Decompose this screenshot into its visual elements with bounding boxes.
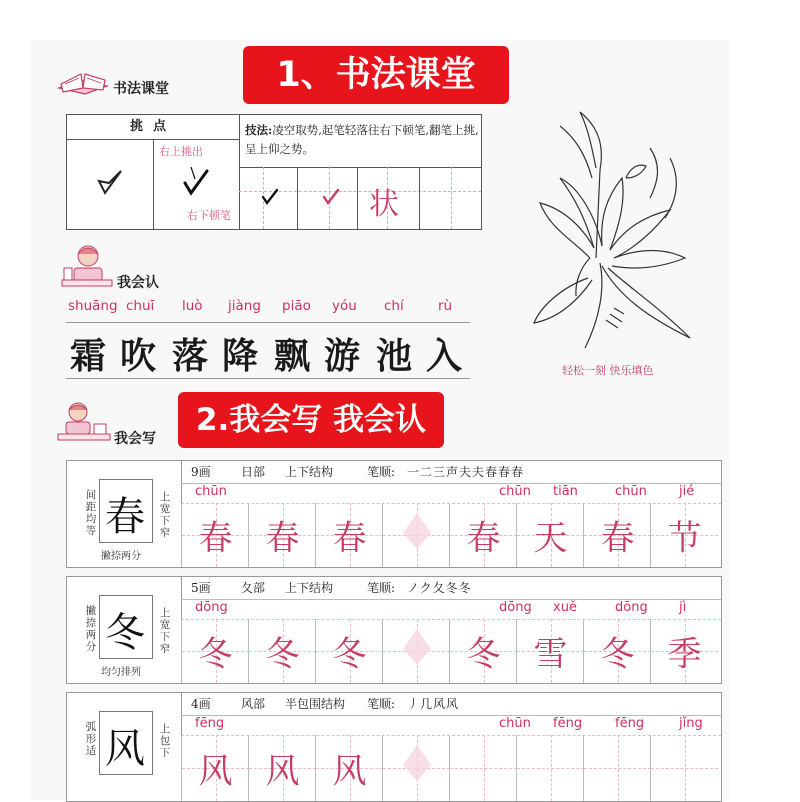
diamond-mark (401, 627, 433, 667)
recognize-char: 游 (324, 335, 361, 377)
practice-cell (516, 735, 584, 801)
practice-cell (516, 619, 584, 683)
radical: 风部 (241, 697, 266, 711)
pinyin-line (181, 715, 721, 736)
practice-stroke-pink (321, 187, 341, 207)
word-pinyin: chūn (499, 716, 531, 731)
book-icon (55, 66, 111, 96)
model-char: 冬 (105, 610, 145, 656)
word-char: 节 (667, 518, 702, 559)
pinyin-item: shuāng (68, 298, 118, 314)
practice-char: 状 (369, 187, 399, 222)
practice-cell (248, 619, 316, 683)
diamond-mark (401, 743, 433, 783)
student-writing-icon (56, 400, 112, 444)
practice-cell (315, 503, 383, 567)
practice-cell (315, 735, 383, 801)
left-note: 撇捺两分 (85, 605, 97, 653)
trace-char: 风 (332, 751, 367, 792)
stroke-count: 5画 (191, 581, 211, 595)
recognize-char: 吹 (120, 335, 157, 377)
trace-char: 冬 (265, 634, 300, 675)
recognize-char: 落 (172, 335, 209, 377)
left-note: 弧形适 (85, 721, 97, 757)
practice-cell (516, 503, 584, 567)
writing-row (66, 576, 722, 684)
flower-caption: 轻松一刻 快乐填色 (562, 364, 654, 377)
model-char: 春 (105, 494, 145, 540)
practice-cell (248, 735, 316, 801)
writing-row (66, 692, 722, 802)
word-pinyin: chūn (499, 484, 531, 499)
word-pinyin: jǐng (679, 716, 703, 731)
practice-cell (650, 735, 718, 801)
pinyin-item: chí (384, 298, 404, 314)
section-banner-calligraphy: 1、书法课堂 (243, 46, 509, 104)
word-char: 春 (600, 518, 635, 559)
practice-grid (181, 503, 721, 567)
word-char: 天 (533, 518, 568, 559)
word-pinyin: chūn (615, 484, 647, 499)
recognize-char: 霜 (70, 335, 107, 377)
practice-cell (315, 619, 383, 683)
model-char-panel (67, 693, 182, 801)
stroke-name-header: 挑点 (67, 115, 239, 140)
practice-cell (650, 503, 718, 567)
trace-char: 春 (265, 518, 300, 559)
right-note: 上宽下窄 (159, 607, 171, 655)
char-pinyin: fēng (195, 716, 225, 731)
word-pinyin: jì (679, 600, 687, 615)
practice-cell (583, 619, 651, 683)
structure: 上下结构 (285, 465, 334, 479)
practice-cell (583, 735, 651, 801)
pinyin-item: yóu (332, 298, 357, 314)
char-pinyin: chūn (195, 484, 227, 499)
structure: 半包围结构 (285, 697, 346, 711)
trace-char: 冬 (332, 634, 367, 675)
stroke-outline-icon (95, 167, 125, 197)
stroke-example-icon (181, 167, 211, 197)
word-pinyin: tiān (553, 484, 578, 499)
word-char: 雪 (533, 634, 568, 675)
char-pinyin: dōng (195, 600, 228, 615)
practice-cell (248, 503, 316, 567)
technique-text: 技法:凌空取势,起笔轻落往右下顿笔,翻笔上挑,呈上仰之势。 (245, 123, 479, 156)
practice-cell (382, 503, 450, 567)
word-char: 冬 (600, 634, 635, 675)
calligraphy-box (66, 114, 482, 230)
stroke-order: 一二三声夫夫春春春 (407, 465, 525, 479)
stroke-order-label: 笔顺: (367, 697, 396, 711)
trace-char: 冬 (198, 634, 233, 675)
calligraphy-section-title: 书法课堂 (113, 81, 169, 97)
right-note: 上宽下窄 (159, 491, 171, 539)
char-info-header (181, 461, 721, 484)
word-pinyin: dōng (499, 600, 532, 615)
practice-cell (181, 735, 249, 801)
pinyin-line (181, 599, 721, 620)
practice-cell (449, 503, 517, 567)
word-pinyin: fēng (615, 716, 645, 731)
writing-row (66, 460, 722, 568)
student-reading-icon (58, 242, 114, 292)
radical: 夂部 (241, 581, 266, 595)
pinyin-item: piāo (282, 298, 311, 314)
recognize-char: 飘 (274, 335, 311, 377)
pinyin-item: jiàng (228, 298, 261, 314)
recognize-section-title: 我会认 (117, 275, 159, 291)
trace-char: 风 (198, 751, 233, 792)
trace-char: 风 (265, 751, 300, 792)
word-pinyin: jié (679, 484, 695, 499)
model-char-panel (67, 461, 182, 567)
left-note: 间距均等 (85, 489, 97, 537)
stroke-order-label: 笔顺: (367, 581, 396, 595)
label-top: 右上挑出 (159, 145, 203, 158)
practice-cell (382, 619, 450, 683)
flower-coloring-illustration (530, 108, 710, 356)
word-char: 春 (466, 518, 501, 559)
practice-cell (181, 619, 249, 683)
practice-cell (181, 503, 249, 567)
practice-grid (181, 619, 721, 683)
bottom-note: 均匀排列 (101, 667, 141, 678)
label-bottom: 右下顿笔 (187, 209, 231, 222)
radical: 日部 (241, 465, 266, 479)
model-char-panel (67, 577, 182, 683)
trace-char: 春 (198, 518, 233, 559)
word-pinyin: fēng (553, 716, 583, 731)
recognize-char: 降 (222, 335, 259, 377)
stroke-order: 丿几风风 (407, 697, 460, 711)
stroke-order-label: 笔顺: (367, 465, 396, 479)
structure: 上下结构 (285, 581, 334, 595)
practice-grid (181, 735, 721, 801)
word-char: 季 (667, 634, 702, 675)
pinyin-item: rù (438, 298, 453, 314)
practice-cell (583, 503, 651, 567)
bottom-note: 撇捺两分 (101, 551, 141, 562)
pinyin-item: luò (182, 298, 203, 314)
trace-char: 春 (332, 518, 367, 559)
recognize-char: 池 (376, 335, 413, 377)
pinyin-line (181, 483, 721, 504)
practice-cell (449, 735, 517, 801)
word-char: 冬 (466, 634, 501, 675)
practice-cell (382, 735, 450, 801)
practice-cell (449, 619, 517, 683)
word-pinyin: dōng (615, 600, 648, 615)
write-section-title: 我会写 (114, 431, 156, 447)
char-info-header (181, 577, 721, 600)
word-pinyin: xuě (553, 600, 577, 615)
right-note: 上包下 (159, 723, 171, 759)
recognize-char: 入 (426, 335, 463, 377)
stroke-count: 4画 (191, 697, 211, 711)
practice-cell (650, 619, 718, 683)
char-info-header (181, 693, 721, 716)
stroke-count: 9画 (191, 465, 211, 479)
practice-stroke-black (260, 187, 280, 207)
pinyin-item: chuī (126, 298, 155, 314)
section-banner-write: 2.我会写 我会认 (178, 392, 444, 448)
diamond-mark (401, 511, 433, 551)
stroke-order: ノク夂冬冬 (407, 581, 472, 595)
model-char: 风 (105, 726, 145, 772)
